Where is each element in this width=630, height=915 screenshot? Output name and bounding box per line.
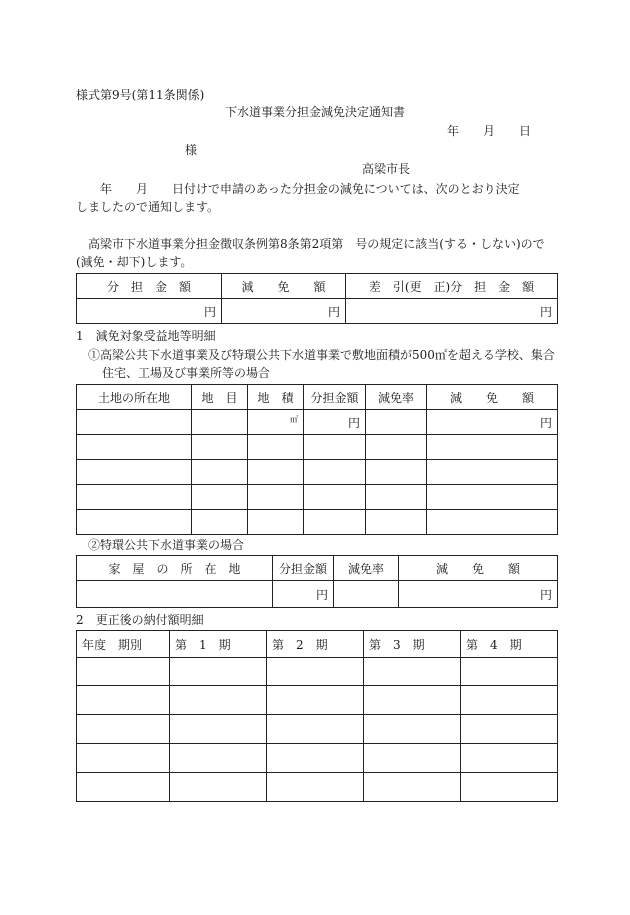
cell[interactable]	[192, 510, 248, 535]
header-land-area: 地 積	[248, 385, 304, 410]
cell[interactable]	[192, 485, 248, 510]
addressee-suffix: 様	[185, 143, 198, 157]
cell[interactable]	[427, 460, 558, 485]
document-title: 下水道事業分担金減免決定通知書	[225, 105, 406, 119]
cell[interactable]	[192, 460, 248, 485]
table-row	[77, 581, 558, 608]
summary-table	[76, 273, 558, 324]
cell[interactable]	[364, 686, 461, 715]
header-net-amount: 差 引(更 正)分 担 金 額	[346, 274, 558, 299]
cell[interactable]	[364, 744, 461, 773]
paragraph-1-line-2: しましたので通知します。	[76, 200, 220, 214]
header-reduction-rate: 減免率	[334, 556, 399, 581]
header-fiscal-period: 年度 期別	[77, 631, 170, 658]
building-detail-table	[76, 555, 558, 608]
section-2-heading: 2 更正後の納付額明細	[76, 613, 204, 627]
cell[interactable]	[366, 485, 427, 510]
cell[interactable]	[248, 485, 304, 510]
header-land-category: 地 目	[192, 385, 248, 410]
cell[interactable]	[364, 658, 461, 686]
share-amount-cell[interactable]: 円	[77, 299, 222, 324]
cell[interactable]	[304, 435, 366, 460]
cell[interactable]	[77, 510, 192, 535]
land-area-cell[interactable]	[248, 410, 304, 435]
subsection-1-line-1: ①高梁公共下水道事業及び特環公共下水道事業で敷地面積が500㎡を超える学校、集合	[88, 348, 555, 362]
cell[interactable]	[267, 658, 364, 686]
payment-detail-table	[76, 630, 558, 802]
cell[interactable]	[461, 744, 558, 773]
subsection-1-line-2: 住宅、工場及び事業所等の場合	[102, 366, 271, 380]
cell[interactable]	[427, 510, 558, 535]
cell[interactable]	[170, 744, 267, 773]
header-period-2: 第 2 期	[267, 631, 364, 658]
cell[interactable]	[461, 658, 558, 686]
cell[interactable]	[267, 715, 364, 744]
table-row	[77, 510, 558, 535]
cell[interactable]	[267, 773, 364, 802]
header-reduction-amount: 減 免 額	[427, 385, 558, 410]
cell[interactable]	[461, 715, 558, 744]
paragraph-2-line-1: 高梁市下水道事業分担金徴収条例第8条第2項第 号の規定に該当(する・しない)ので	[88, 237, 545, 251]
table-row	[77, 658, 558, 686]
reduction-amount-cell[interactable]: 円	[427, 410, 558, 435]
header-share-amount: 分担金額	[304, 385, 366, 410]
cell[interactable]	[267, 686, 364, 715]
cell[interactable]	[170, 686, 267, 715]
cell[interactable]	[366, 435, 427, 460]
cell[interactable]	[304, 510, 366, 535]
cell[interactable]	[461, 686, 558, 715]
cell[interactable]	[304, 460, 366, 485]
subsection-2-heading: ②特環公共下水道事業の場合	[88, 538, 245, 552]
table-row	[77, 435, 558, 460]
cell[interactable]	[366, 510, 427, 535]
cell[interactable]	[427, 485, 558, 510]
cell[interactable]	[248, 460, 304, 485]
header-share-amount: 分担金額	[273, 556, 334, 581]
cell[interactable]	[427, 435, 558, 460]
header-period-1: 第 1 期	[170, 631, 267, 658]
header-period-3: 第 3 期	[364, 631, 461, 658]
reduction-rate-cell[interactable]	[366, 410, 427, 435]
cell[interactable]	[77, 485, 192, 510]
cell[interactable]	[77, 435, 192, 460]
cell[interactable]	[248, 510, 304, 535]
header-period-4: 第 4 期	[461, 631, 558, 658]
share-amount-cell[interactable]: 円	[273, 581, 334, 608]
header-building-location: 家 屋 の 所 在 地	[77, 556, 273, 581]
reduction-amount-cell[interactable]: 円	[399, 581, 558, 608]
header-share-amount: 分 担 金 額	[77, 274, 222, 299]
cell[interactable]	[77, 744, 170, 773]
table-row	[77, 715, 558, 744]
table-row	[77, 410, 558, 435]
cell[interactable]	[461, 773, 558, 802]
cell[interactable]	[77, 460, 192, 485]
land-location-cell[interactable]	[77, 410, 192, 435]
area-unit: ㎡	[290, 415, 298, 424]
cell[interactable]	[248, 435, 304, 460]
table-row	[77, 773, 558, 802]
building-location-cell[interactable]	[77, 581, 273, 608]
cell[interactable]	[304, 485, 366, 510]
cell[interactable]	[267, 744, 364, 773]
header-reduction-amount: 減 免 額	[399, 556, 558, 581]
cell[interactable]	[192, 435, 248, 460]
cell[interactable]	[170, 715, 267, 744]
table-row	[77, 686, 558, 715]
land-detail-table	[76, 384, 558, 535]
cell[interactable]	[364, 773, 461, 802]
cell[interactable]	[77, 773, 170, 802]
land-category-cell[interactable]	[192, 410, 248, 435]
date-line: 年 月 日	[447, 124, 532, 138]
table-row	[77, 744, 558, 773]
form-number: 様式第9号(第11条関係)	[76, 88, 205, 102]
cell[interactable]	[77, 658, 170, 686]
paragraph-1-line-1: 年 月 日付けで申請のあった分担金の減免については、次のとおり決定	[76, 182, 520, 196]
header-reduction-rate: 減免率	[366, 385, 427, 410]
cell[interactable]	[364, 715, 461, 744]
table-row	[77, 485, 558, 510]
reduction-amount-cell[interactable]: 円	[222, 299, 346, 324]
cell[interactable]	[77, 715, 170, 744]
reduction-rate-cell[interactable]	[334, 581, 399, 608]
share-amount-cell[interactable]: 円	[304, 410, 366, 435]
section-1-heading: 1 減免対象受益地等明細	[76, 329, 216, 343]
cell[interactable]	[170, 658, 267, 686]
issuer: 高梁市長	[362, 162, 411, 176]
header-reduction-amount: 減 免 額	[222, 274, 346, 299]
table-row	[77, 460, 558, 485]
paragraph-2-line-2: (減免・却下)します。	[76, 255, 193, 269]
cell[interactable]	[170, 773, 267, 802]
cell[interactable]	[366, 460, 427, 485]
cell[interactable]	[77, 686, 170, 715]
net-amount-cell[interactable]: 円	[346, 299, 558, 324]
header-land-location: 土地の所在地	[77, 385, 192, 410]
